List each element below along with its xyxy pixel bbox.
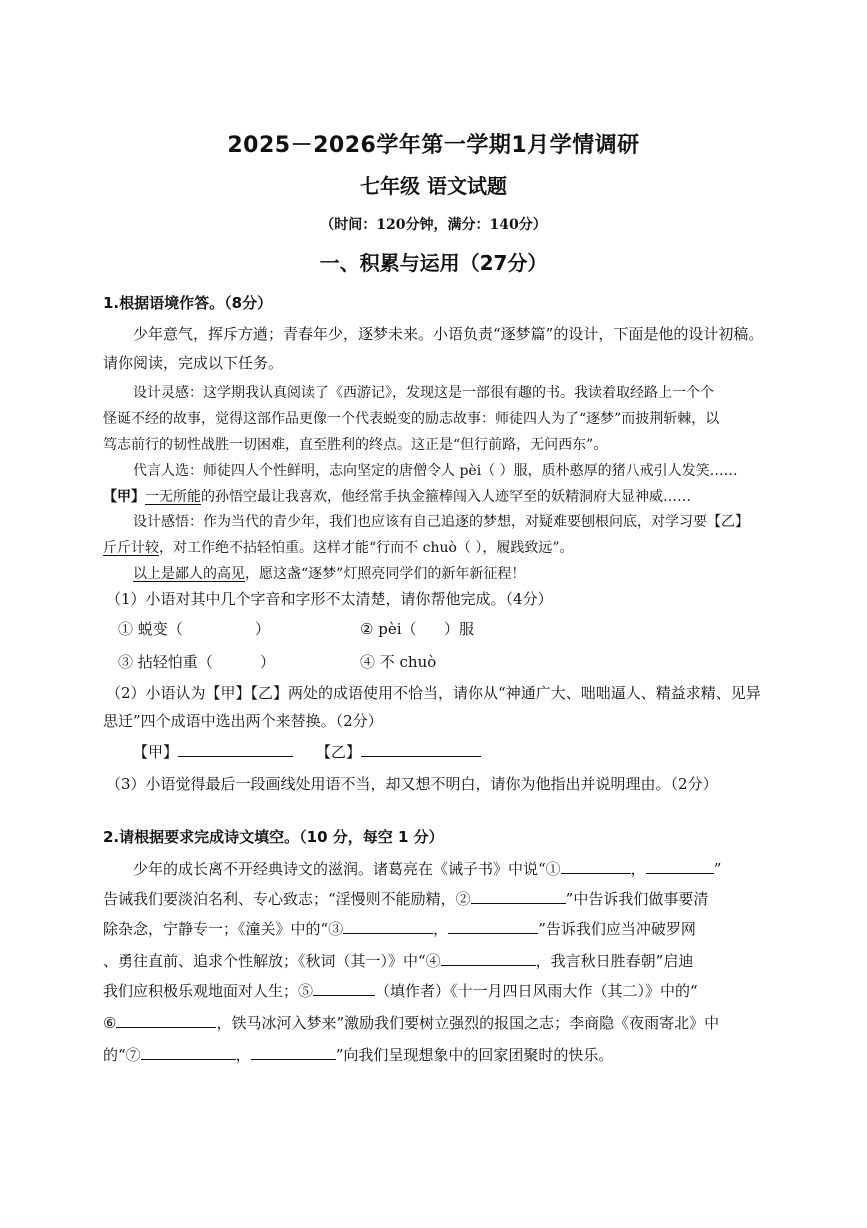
blank-1b[interactable] <box>646 859 714 874</box>
blank-3a[interactable] <box>343 919 433 934</box>
item-1-close: ） <box>255 620 271 638</box>
blank-6[interactable] <box>116 1013 216 1028</box>
blank-2[interactable] <box>471 889 566 904</box>
q1-paragraph-line: 请你阅读，完成以下任务。 <box>103 354 284 372</box>
poem-fill-line <box>103 1012 719 1033</box>
item-1-label: ① 蜕变（ <box>118 620 183 638</box>
line-text: ，对工作绝不拈轻怕重。这样才能“行而不 chuò（ ），履践致远”。 <box>159 540 574 556</box>
answer-jia-blank[interactable] <box>178 742 293 757</box>
blank-4[interactable] <box>441 951 536 966</box>
poem-fill-line <box>133 858 721 879</box>
underlined-phrase: 以上是鄙人的高见 <box>133 566 245 582</box>
line-text: ” <box>713 860 722 878</box>
closing-line <box>133 563 525 583</box>
poem-fill-line <box>103 980 698 1001</box>
blank-7a[interactable] <box>141 1045 236 1060</box>
line-text: 除杂念，宁静专一；《潼关》中的“③ <box>103 920 344 938</box>
q1-paragraph-line: 少年意气，挥斥方遒；青春年少，逐梦未来。小语负责“逐梦篇”的设计，下面是他的设计初稿。 <box>133 325 764 343</box>
design-reflection-line <box>103 537 574 557</box>
line-text: ”告诉我们应当冲破罗网 <box>538 920 696 938</box>
question-1-heading: 1.根据语境作答。（8分） <box>103 294 273 312</box>
subquestion-2-line: （2）小语认为【甲】【乙】两处的成语使用不恰当，请你从“神通广大、咄咄逼人、精益求精、见异 <box>106 684 761 702</box>
line-text: 我们应积极乐观地面对人生；⑤ <box>103 982 314 1000</box>
spokesperson-line: 代言人选：师徒四人个性鲜明，志向坚定的唐僧令人 pèi（ ）服，质朴憨厚的猪八戒引人发笑…… <box>133 463 738 479</box>
question-2-heading: 2.请根据要求完成诗文填空。（10 分，每空 1 分） <box>103 828 444 846</box>
section-heading: 一、积累与运用（27分） <box>319 251 548 275</box>
item-2-label: ② pèi（ <box>360 620 417 638</box>
subquestion-1: （1）小语对其中几个字音和字形不太清楚，请你帮他完成。（4分） <box>106 590 553 608</box>
line-text: ， <box>630 860 646 878</box>
blank-7b[interactable] <box>251 1045 336 1060</box>
line-text: 、勇往直前、追求个性解放；《秋词（其一）》中“④ <box>103 952 441 970</box>
line-text: ，愿这盏“逐梦”灯照亮同学们的新年新征程！ <box>245 566 526 582</box>
design-inspiration-line: 设计灵感：这学期我认真阅读了《西游记》，发现这是一部很有趣的书。我读着取经路上一个个 <box>133 385 714 401</box>
spokesperson-line <box>103 486 691 506</box>
answer-jia <box>133 741 293 762</box>
exam-title: 2025－2026学年第一学期1月学情调研 <box>227 133 640 158</box>
marker-jia: 【甲】 <box>103 489 145 505</box>
line-text: 的“⑦ <box>103 1046 141 1064</box>
blank-1a[interactable] <box>561 859 631 874</box>
design-reflection-line: 设计感悟：作为当代的青少年，我们也应该有自己追逐的梦想，对疑难要刨根问底，对学习要【乙】 <box>133 514 749 530</box>
design-inspiration-line: 怪诞不经的故事，觉得这部作品更像一个代表蜕变的励志故事：师徒四人为了“逐梦”而披荆斩棘，以 <box>103 411 720 427</box>
item-2-close: ）服 <box>444 620 475 638</box>
design-inspiration-line: 笃志前行的韧性战胜一切困难，直至胜利的终点。这正是“但行前路，无问西东”。 <box>103 437 608 453</box>
answer-jia-label: 【甲】 <box>133 743 179 761</box>
line-text: 少年的成长离不开经典诗文的滋润。诸葛亮在《诫子书》中说“① <box>133 860 561 878</box>
blank-5[interactable] <box>313 981 375 996</box>
line-text: 的孙悟空最让我喜欢，他经常手执金箍棒闯入人迹罕至的妖精洞府大显神威…… <box>201 489 691 505</box>
item-3-label: ③ 拈轻怕重（ <box>118 653 213 671</box>
line-text: ，我言秋日胜春朝”启迪 <box>535 952 694 970</box>
line-text: ”向我们呈现想象中的回家团聚时的快乐。 <box>335 1046 614 1064</box>
underlined-idiom-jia: 一无所能 <box>145 489 201 505</box>
item-3-close: ） <box>260 653 276 671</box>
answer-yi-label: 【乙】 <box>316 743 362 761</box>
exam-subtitle: 七年级 语文试题 <box>360 174 507 198</box>
underlined-idiom-yi: 斤斤计较 <box>103 540 159 556</box>
subquestion-2-line: 思迁”四个成语中选出两个来替换。（2分） <box>103 712 383 730</box>
line-text: ， <box>235 1046 251 1064</box>
blank-3b[interactable] <box>448 919 538 934</box>
line-text: （填作者）《十一月四日风雨大作（其二）》中的“ <box>375 982 698 1000</box>
line-text: ”中告诉我们做事要清 <box>565 890 709 908</box>
answer-yi-blank[interactable] <box>361 742 481 757</box>
poem-fill-line <box>103 1044 613 1065</box>
exam-meta: （时间：120分钟，满分：140分） <box>320 217 547 233</box>
poem-fill-line <box>103 888 708 909</box>
poem-fill-line <box>103 950 693 971</box>
line-text: 告诫我们要淡泊名利、专心致志；“淫慢则不能励精，② <box>103 890 471 908</box>
subquestion-3: （3）小语觉得最后一段画线处用语不当，却又想不明白，请你为他指出并说明理由。（2分） <box>106 775 718 793</box>
line-text: ，铁马冰河入梦来”激励我们要树立强烈的报国之志；李商隐《夜雨寄北》中 <box>216 1014 720 1032</box>
item-4-label: ④ 不 chuò <box>360 653 437 671</box>
answer-yi <box>316 741 481 762</box>
poem-fill-line <box>103 918 696 939</box>
line-text: ⑥ <box>103 1014 117 1032</box>
line-text: ， <box>433 920 449 938</box>
